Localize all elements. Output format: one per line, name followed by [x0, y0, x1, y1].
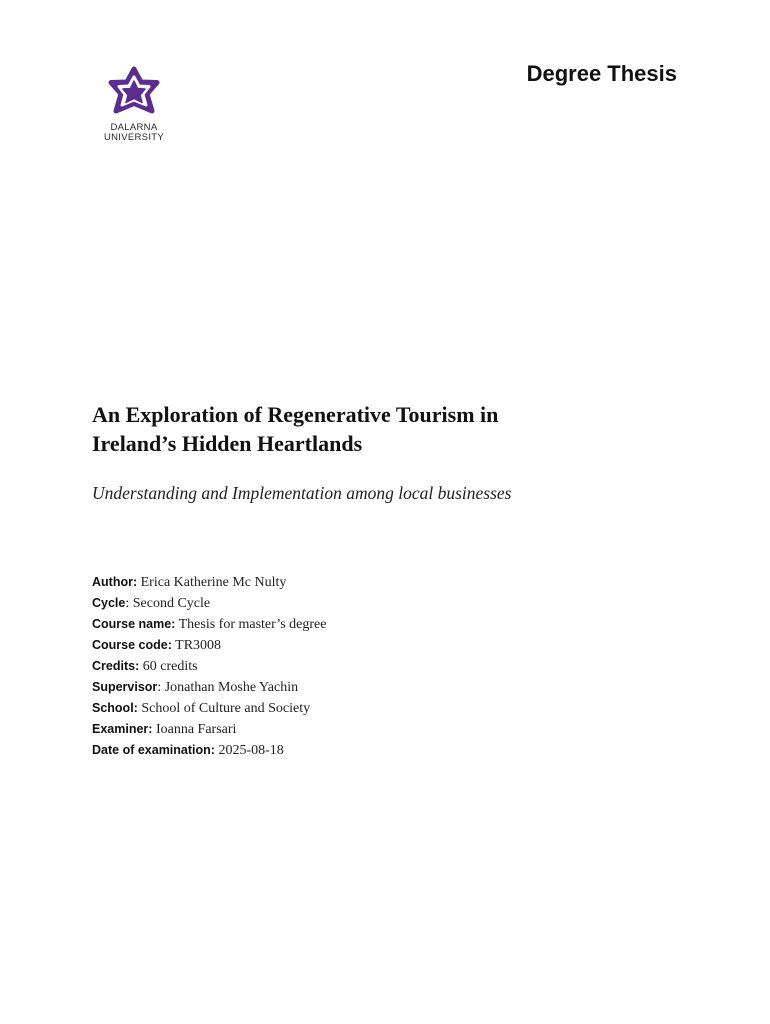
thesis-title-line1: An Exploration of Regenerative Tourism in: [92, 402, 499, 427]
meta-label: Supervisor: [92, 680, 158, 694]
star-logo-icon: [104, 66, 164, 118]
logo-text-line2: UNIVERSITY: [103, 132, 164, 143]
meta-row-credits: [92, 655, 652, 676]
meta-label: Course code:: [92, 638, 172, 652]
meta-label: Course name:: [92, 617, 176, 631]
meta-value: : Second Cycle: [125, 596, 211, 611]
meta-value: 60 credits: [139, 659, 198, 674]
meta-value: : Jonathan Moshe Yachin: [157, 680, 299, 695]
meta-value: Ioanna Farsari: [152, 722, 237, 737]
meta-row-supervisor: [92, 676, 652, 697]
meta-row-school: [92, 697, 652, 718]
meta-value: Erica Katherine Mc Nulty: [137, 575, 287, 590]
university-logo: [98, 66, 170, 146]
meta-label: Date of examination:: [92, 743, 215, 757]
meta-value: Thesis for master’s degree: [175, 617, 327, 632]
document-type-heading: Degree Thesis: [526, 61, 677, 86]
thesis-title: [92, 400, 692, 458]
meta-value: School of Culture and Society: [137, 701, 311, 716]
meta-row-cycle: [92, 592, 652, 613]
meta-row-examiner: [92, 718, 652, 739]
meta-row-date-of-examination: [92, 739, 652, 760]
meta-label: Cycle: [92, 596, 126, 610]
thesis-title-line2: Ireland’s Hidden Heartlands: [92, 431, 363, 456]
thesis-subtitle: Understanding and Implementation among local businesses: [92, 483, 512, 503]
meta-label: Author:: [92, 575, 138, 589]
meta-label: Examiner:: [92, 722, 153, 736]
meta-value: TR3008: [171, 638, 222, 653]
thesis-metadata: [92, 571, 652, 760]
meta-row-course-code: [92, 634, 652, 655]
meta-row-course-name: [92, 613, 652, 634]
meta-label: Credits:: [92, 659, 140, 673]
meta-label: School:: [92, 701, 138, 715]
logo-text-line1: DALARNA: [110, 122, 158, 133]
meta-value: 2025-08-18: [214, 743, 284, 758]
meta-row-author: [92, 571, 652, 592]
